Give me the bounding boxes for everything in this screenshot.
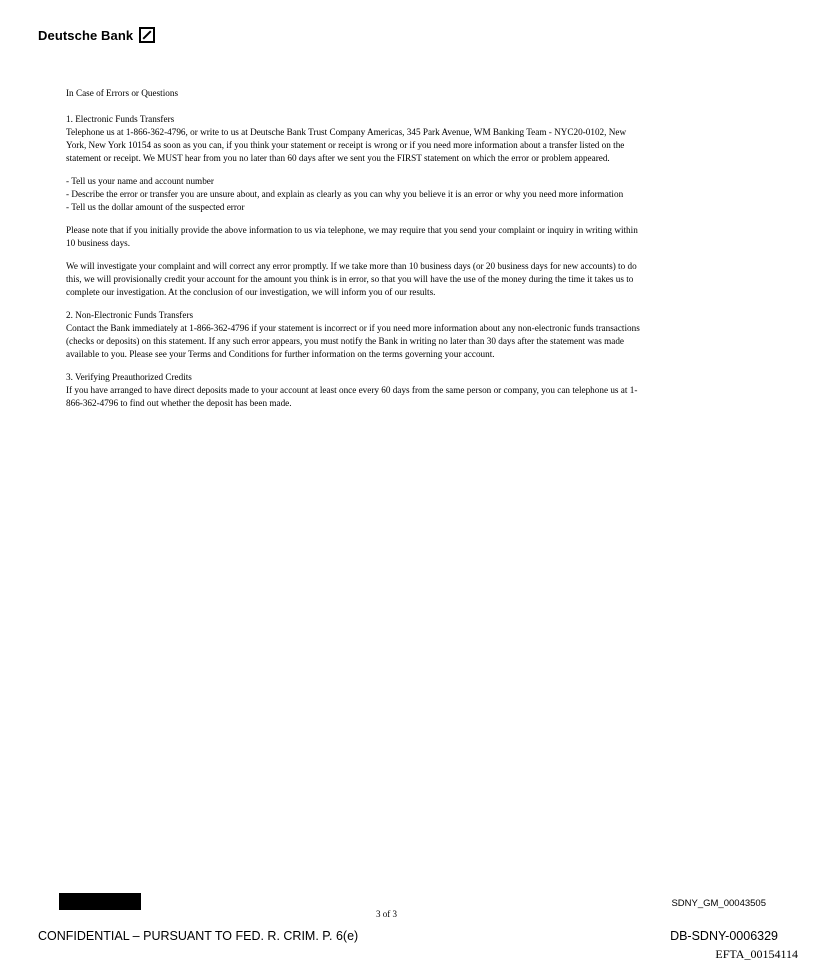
section-heading: 3. Verifying Preauthorized Credits [66,372,192,382]
bates-number-db: DB-SDNY-0006329 [670,929,778,943]
investigation-paragraph: We will investigate your complaint and will correct any error promptly. If we take more than 10 business days (or 20 business days for new accounts) to do this, we will provisionally credit your account for the amount you think is in error, so that you will have the use of the money during the time it takes us to complete our investigation. At the conclusion of our investigation, we will inform you of our results. [66,261,637,297]
section-heading: 1. Electronic Funds Transfers [66,114,175,124]
bates-number-efta: EFTA_00154114 [715,947,798,961]
section-electronic-funds [66,113,646,165]
note-paragraph: Please note that if you initially provide the above information to us via telephone, we may require that you send your complaint or inquiry in writing within 10 business days. [66,225,638,248]
list-item: - Tell us the dollar amount of the suspected error [66,202,245,212]
confidential-notice: CONFIDENTIAL – PURSUANT TO FED. R. CRIM. P. 6(e) [38,929,359,943]
redaction-block [59,893,141,910]
page-number: 3 of 3 [376,909,397,919]
section-non-electronic-funds [66,309,646,361]
deutsche-bank-logo-icon [139,27,155,43]
info-bullet-list [66,175,646,214]
bates-number-sdny: SDNY_GM_00043505 [671,898,766,909]
section-text: If you have arranged to have direct deposits made to your account at least once every 60 days from the same person or company, you can telephone us at 1-866-362-4796 to find out whether the deposit has been made. [66,385,638,408]
document-body [66,87,646,420]
section-heading: 2. Non-Electronic Funds Transfers [66,310,194,320]
list-item: - Tell us your name and account number [66,176,214,186]
section-text: Telephone us at 1-866-362-4796, or write to us at Deutsche Bank Trust Company Americas, 345 Park Avenue, WM Banking Team - NYC20-0102, New York, New York 10154 as soon as you can, if you think your statement or receipt is wrong or if you need more information about a transfer listed on the statement or receipt. We MUST hear from you no later than 60 days after we sent you the FIRST statement on which the error or problem appeared. [66,127,627,163]
document-title: In Case of Errors or Questions [66,88,179,98]
header-logo [38,27,155,43]
list-item: - Describe the error or transfer you are unsure about, and explain as clearly as you can why you believe it is an error or why you need more information [66,189,624,199]
brand-name: Deutsche Bank [38,27,134,43]
section-text: Contact the Bank immediately at 1-866-362-4796 if your statement is incorrect or if you need more information about any non-electronic funds transactions (checks or deposits) on this statement. If any such error appears, you must notify the Bank in writing no later than 30 days after the statement was made available to you. Please see your Terms and Conditions for further information on the terms governing your account. [66,323,640,359]
section-preauthorized-credits [66,371,646,410]
